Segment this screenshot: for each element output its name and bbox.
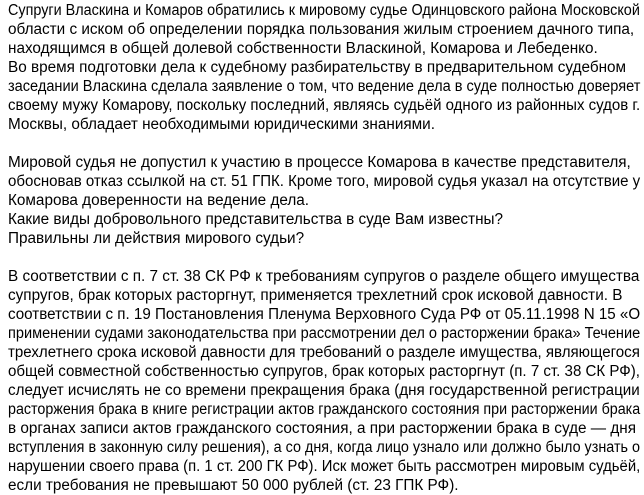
text-line: следует исчислять не со времени прекращения брака (дня государственной регистрации xyxy=(8,382,640,399)
text-line: Мировой судья не допустил к участию в процессе Комарова в качестве представителя, xyxy=(8,154,631,171)
question-line: Правильны ли действия мирового судьи? xyxy=(8,230,305,247)
text-line: общей совместной собственностью супругов, брак которых расторгнут (п. 7 ст. 38 СК РФ), xyxy=(8,363,640,380)
document-body xyxy=(8,1,640,495)
text-line: Супруги Власкина и Комаров обратились к мировому судье Одинцовского района Московской xyxy=(8,2,640,19)
paragraph-case-facts xyxy=(8,1,640,134)
paragraph-spacer xyxy=(8,134,640,153)
text-line: вступления в законную силу решения), а со дня, когда лицо узнало или должно было узнать о xyxy=(8,439,640,456)
paragraph-answer xyxy=(8,267,640,495)
text-line: Комарова доверенности на ведение дела. xyxy=(8,192,310,209)
text-line: области с иском об определении порядка пользования жилым строением дачного типа, xyxy=(8,21,635,38)
text-line: нарушении своего права (п. 1 ст. 200 ГК РФ). Иск может быть рассмотрен мировым судьёй, xyxy=(8,458,641,475)
text-line: соответствии с п. 19 Постановления Пленума Верховного Суда РФ от 05.11.1998 N 15 «О xyxy=(8,306,641,323)
text-line: В соответствии с п. 7 ст. 38 СК РФ к требованиям супругов о разделе общего имущества xyxy=(8,268,640,285)
paragraph-spacer xyxy=(8,248,640,267)
text-line: расторжения брака в книге регистрации актов гражданского состояния при расторжении брака xyxy=(8,401,641,418)
text-line: применении судами законодательства при рассмотрении дел о расторжении брака» Течение xyxy=(8,325,641,342)
question-line: Какие виды добровольного представительства в суде Вам известны? xyxy=(8,211,504,228)
text-line: трехлетнего срока исковой давности для требований о разделе имущества, являющегося xyxy=(8,344,640,361)
text-line: своему мужу Комарову, поскольку последний, являясь судьёй одного из районных судов г. xyxy=(8,97,641,114)
text-line: в органах записи актов гражданского состояния, а при расторжении брака в суде — дня xyxy=(8,420,636,437)
text-line: находящимся в общей долевой собственности Власкиной, Комарова и Лебеденко. xyxy=(8,40,598,57)
text-line: обосновав отказ ссылкой на ст. 51 ГПК. Кроме того, мировой судья указал на отсутствие у xyxy=(8,173,641,190)
text-line: супругов, брак которых расторгнут, применяется трехлетний срок исковой давности. В xyxy=(8,287,623,304)
text-line: если требования не превышают 50 000 рублей (ст. 23 ГПК РФ). xyxy=(8,477,459,494)
text-line: Во время подготовки дела к судебному разбирательству в предварительном судебном xyxy=(8,59,627,76)
text-line: Москвы, обладает необходимыми юридическими знаниями. xyxy=(8,116,435,133)
paragraph-questions xyxy=(8,153,640,248)
text-line: заседании Власкина сделала заявление о том, что ведение дела в суде полностью доверяет xyxy=(8,78,641,95)
